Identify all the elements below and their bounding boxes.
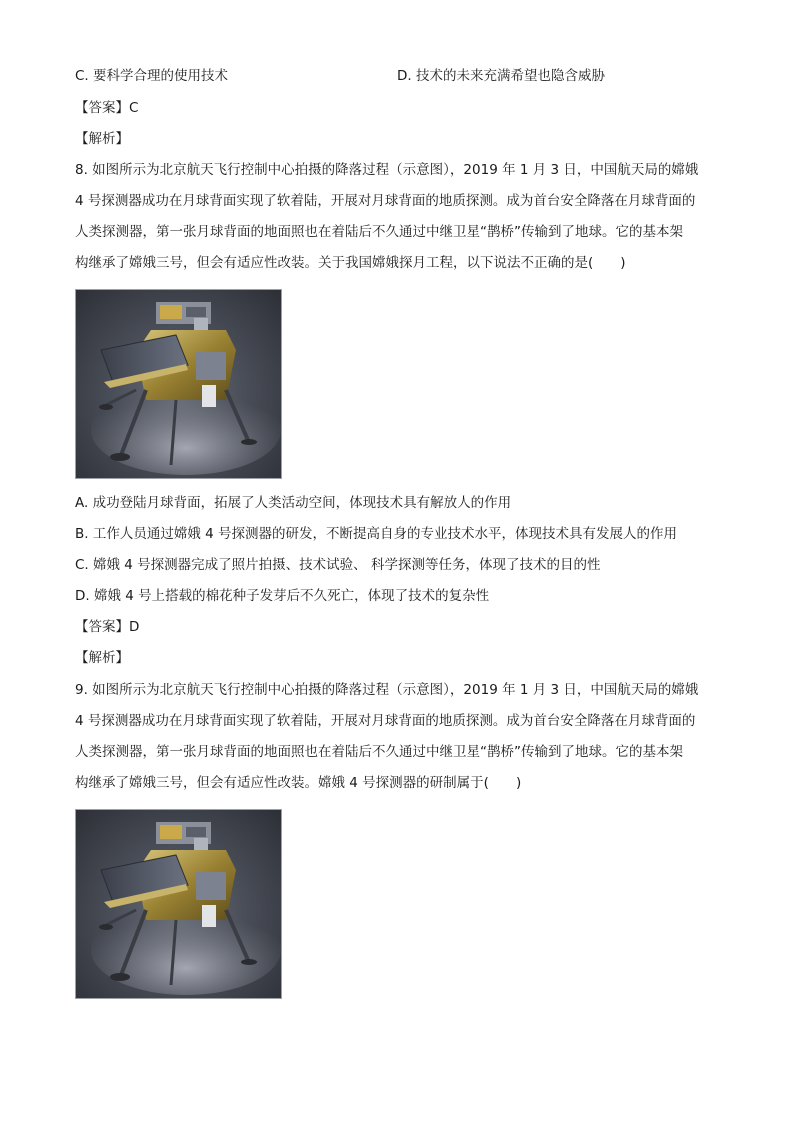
answer-label: 【答案】	[75, 619, 129, 635]
answer-label: 【答案】	[75, 100, 129, 116]
q7-analysis-label: 【解析】	[75, 131, 129, 147]
q8-option-d: D. 嫦娥 4 号上搭载的棉花种子发芽后不久死亡，体现了技术的复杂性	[75, 588, 490, 604]
q8-analysis-label: 【解析】	[75, 650, 129, 666]
q8-answer	[75, 618, 139, 636]
q7-option-d: D. 技术的未来充满希望也隐含威胁	[397, 68, 605, 84]
q9-stem-line-4: 构继承了嫦娥三号，但会有适应性改装。嫦娥 4 号探测器的研制属于( )	[75, 775, 522, 791]
lunar-lander-icon	[76, 810, 281, 998]
q8-stem-line-4: 构继承了嫦娥三号，但会有适应性改装。关于我国嫦娥探月工程，以下说法不正确的是( )	[75, 255, 626, 271]
q8-option-a: A. 成功登陆月球背面，拓展了人类活动空间，体现技术具有解放人的作用	[75, 495, 512, 511]
q9-stem-line-1: 9. 如图所示为北京航天飞行控制中心拍摄的降落过程（示意图），2019 年 1 月 3 日，中国航天局的嫦娥	[75, 682, 699, 698]
lunar-lander-icon	[76, 290, 281, 478]
answer-value: C	[129, 100, 139, 116]
q7-answer	[75, 99, 138, 117]
answer-value: D	[129, 619, 140, 635]
q8-stem-line-3: 人类探测器，第一张月球背面的地面照也在着陆后不久通过中继卫星“鹊桥”传输到了地球。它的基本架	[75, 224, 683, 240]
q7-options-row	[75, 67, 725, 85]
q7-option-c: C. 要科学合理的使用技术	[75, 68, 229, 84]
q8-stem-line-2: 4 号探测器成功在月球背面实现了软着陆，开展对月球背面的地质探测。成为首台安全降落在月球背面的	[75, 193, 696, 209]
q8-option-c: C. 嫦娥 4 号探测器完成了照片拍摄、技术试验、 科学探测等任务，体现了技术的目的性	[75, 557, 601, 573]
q8-stem-line-1: 8. 如图所示为北京航天飞行控制中心拍摄的降落过程（示意图），2019 年 1 月 3 日，中国航天局的嫦娥	[75, 162, 699, 178]
q9-stem-line-2: 4 号探测器成功在月球背面实现了软着陆，开展对月球背面的地质探测。成为首台安全降落在月球背面的	[75, 713, 696, 729]
q9-figure	[75, 809, 282, 999]
q9-stem-line-3: 人类探测器，第一张月球背面的地面照也在着陆后不久通过中继卫星“鹊桥”传输到了地球。它的基本架	[75, 744, 683, 760]
q8-figure	[75, 289, 282, 479]
q8-option-b: B. 工作人员通过嫦娥 4 号探测器的研发，不断提高自身的专业技术水平，体现技术具有发展人的作用	[75, 526, 678, 542]
